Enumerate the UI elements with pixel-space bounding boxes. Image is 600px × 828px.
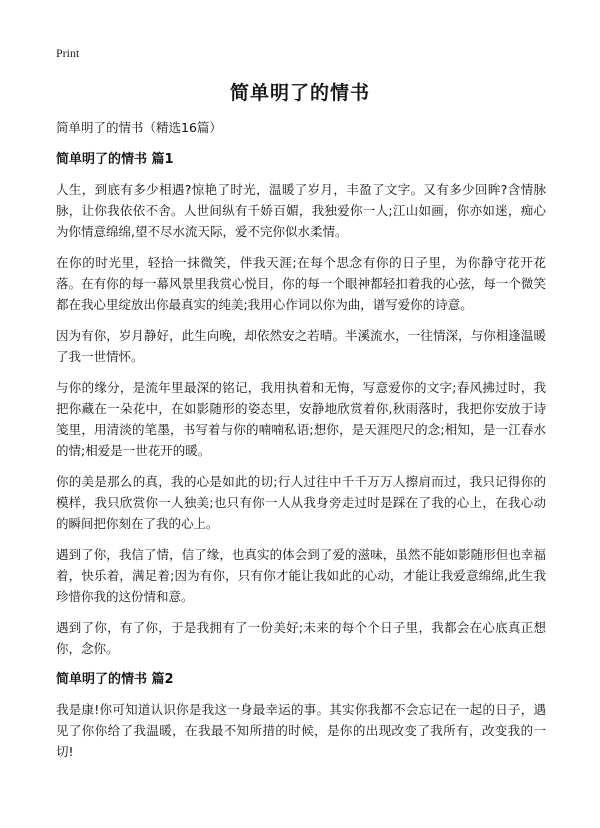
document-body (56, 119, 546, 772)
section-1 (56, 151, 546, 659)
section-2 (56, 671, 546, 762)
paragraph: 人生，到底有多少相遇?惊艳了时光，温暖了岁月，丰盈了文字。又有多少回眸?含情脉脉，让你我依依不舍。人世间纵有千娇百媚，我独爱你一人;江山如画，你亦如迷，痴心为你情意绵绵,望不尽水流天际，爱不完你似水柔情。 (56, 182, 546, 239)
paragraph: 你的美是那么的真，我的心是如此的切;行人过往中千千万万人擦肩而过，我只记得你的模样，我只欣赏你一人独美;也只有你一人从我身旁走过时是踩在了我的心上，在我心动的瞬间把你刻在了我的心上。 (56, 474, 546, 531)
paragraph: 我是康!你可知道认识你是我这一身最幸运的事。其实你我都不会忘记在一起的日子，遇见了你你给了我温暖，在我最不知所措的时候，是你的出现改变了我所有，改变我的一切! (56, 702, 546, 759)
paragraph: 遇到了你，我信了情，信了缘，也真实的体会到了爱的滋味，虽然不能如影随形但也幸福着，快乐着，满足着;因为有你，只有你才能让我如此的心动，才能让我爱意绵绵,此生我珍惜你我的这份情和意。 (56, 547, 546, 604)
section-heading: 简单明了的情书 篇1 (56, 152, 174, 167)
paragraph: 在你的时光里，轻拾一抹微笑，伴我天涯;在每个思念有你的日子里，为你静守花开花落。在有你的每一幕风景里我赏心悦目，你的每一个眼神都轻扣着我的心弦，每一个微笑都在我心里绽放出你最真实的纯美;我用心作词以你为曲，谱写爱你的诗意。 (56, 255, 546, 312)
page-title: 简单明了的情书 (229, 82, 370, 104)
document-subtitle: 简单明了的情书（精选16篇） (56, 120, 222, 135)
paragraph: 与你的缘分，是流年里最深的铭记，我用执着和无悔，写意爱你的文字;春风拂过时，我把你藏在一朵花中，在如影随形的姿态里，安静地欣赏着你,秋雨落时，我把你安放于诗笺里，用清淡的笔墨，书写着与你的喃喃私语;想你，是天涯咫尺的念;相知，是一江春水的情;相爱是一世花开的暖。 (56, 380, 546, 458)
print-link[interactable]: Print (56, 46, 80, 60)
section-heading: 简单明了的情书 篇2 (56, 672, 174, 687)
paragraph: 因为有你，岁月静好，此生向晚，却依然安之若晴。半溪流水，一往情深，与你相逢温暖了我一世情怀。 (56, 328, 546, 364)
paragraph: 遇到了你，有了你，于是我拥有了一份美好;未来的每个个日子里，我都会在心底真正想你，念你。 (56, 620, 546, 656)
